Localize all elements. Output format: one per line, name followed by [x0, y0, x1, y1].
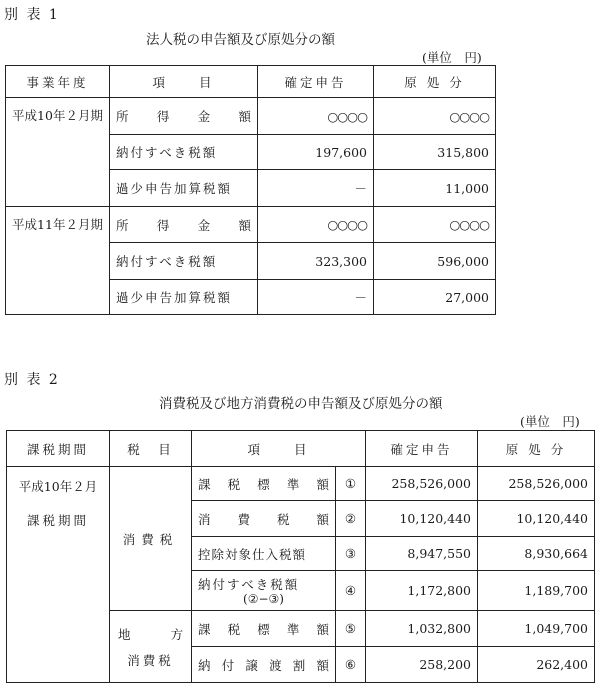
table2-declared: 10,120,440: [366, 501, 478, 537]
table2-declared: 258,200: [366, 647, 478, 683]
table1-period: 平成11年２月期: [6, 207, 110, 315]
table2-unit: (単位 円): [520, 414, 580, 429]
table2-no: ②: [336, 501, 366, 537]
table2-original: 262,400: [478, 647, 595, 683]
table2-tax-consumption: 消費税: [110, 467, 192, 611]
table1-item: 納付すべき税額: [110, 135, 258, 170]
table2-tax-local-chi: 地: [118, 626, 131, 642]
table2-item: 課 税 標 準 額: [192, 611, 336, 647]
table1-header-original: 原 処 分: [374, 66, 496, 98]
table2-tax-local-hou: 方: [170, 626, 183, 642]
table1-declared: 197,600: [258, 135, 374, 170]
table2-item-sub: (②−③): [243, 592, 284, 606]
table2: [6, 430, 595, 683]
table2-declared: 1,172,800: [366, 571, 478, 611]
table2-period-line1: 平成10年２月: [18, 479, 98, 494]
table1: [5, 65, 496, 315]
table2-period: [7, 467, 110, 683]
table1-declared: ○○○○: [258, 207, 374, 243]
table1-item: 納付すべき税額: [110, 243, 258, 280]
table1-unit: (単位 円): [422, 50, 482, 65]
table2-header-period: 課税期間: [7, 431, 110, 467]
table2-original: 1,189,700: [478, 571, 595, 611]
table2-original: 8,930,664: [478, 537, 595, 571]
table1-label: 別 表 1: [4, 7, 60, 23]
table2-item: 消 費 税 額: [192, 501, 336, 537]
table2-item: 納 付 譲 渡 割 額: [192, 647, 336, 683]
table1-original: ○○○○: [374, 98, 496, 135]
table2-tax-local: [110, 611, 192, 683]
table2-original: 1,049,700: [478, 611, 595, 647]
table1-declared: －: [258, 280, 374, 315]
table2-declared: 258,526,000: [366, 467, 478, 501]
table1-item: 所 得 金 額: [110, 207, 258, 243]
table2-item: 控除対象仕入税額: [192, 537, 336, 571]
table1-period: 平成10年２月期: [6, 98, 110, 207]
table2-header-tax: 税 目: [110, 431, 192, 467]
table2-header-declared: 確定申告: [366, 431, 478, 467]
table2-title: 消費税及び地方消費税の申告額及び原処分の額: [159, 396, 443, 412]
table2-original: 258,526,000: [478, 467, 595, 501]
table2-header-item: 項 目: [192, 431, 366, 467]
table1-original: 27,000: [374, 280, 496, 315]
table2-item: [192, 571, 336, 611]
table2-declared: 1,032,800: [366, 611, 478, 647]
table1-header-item: 項 目: [110, 66, 258, 98]
table2-header-original: 原 処 分: [478, 431, 595, 467]
table2-tax-local-line2: 消費税: [127, 652, 174, 668]
table2-label: 別 表 2: [4, 372, 60, 388]
table2-declared: 8,947,550: [366, 537, 478, 571]
table2-no: ⑥: [336, 647, 366, 683]
table2-original: 10,120,440: [478, 501, 595, 537]
table1-title: 法人税の申告額及び原処分の額: [146, 32, 335, 48]
table2-tax-local-line1: [118, 625, 183, 643]
table2-item: 課 税 標 準 額: [192, 467, 336, 501]
table2-no: ⑤: [336, 611, 366, 647]
table2-no: ①: [336, 467, 366, 501]
table2-period-line2: 課税期間: [26, 513, 89, 528]
table1-original: 315,800: [374, 135, 496, 170]
table2-no: ③: [336, 537, 366, 571]
table1-original: 11,000: [374, 170, 496, 207]
table1-declared: ○○○○: [258, 98, 374, 135]
table1-item: 所 得 金 額: [110, 98, 258, 135]
table1-item: 過少申告加算税額: [110, 280, 258, 315]
table2-no: ④: [336, 571, 366, 611]
table1-header-declared: 確定申告: [258, 66, 374, 98]
table1-original: 596,000: [374, 243, 496, 280]
table1-header-period: 事業年度: [6, 66, 110, 98]
table2-item-main: 納付すべき税額: [198, 577, 300, 592]
table1-declared: 323,300: [258, 243, 374, 280]
table1-original: ○○○○: [374, 207, 496, 243]
table1-item: 過少申告加算税額: [110, 170, 258, 207]
table1-declared: －: [258, 170, 374, 207]
